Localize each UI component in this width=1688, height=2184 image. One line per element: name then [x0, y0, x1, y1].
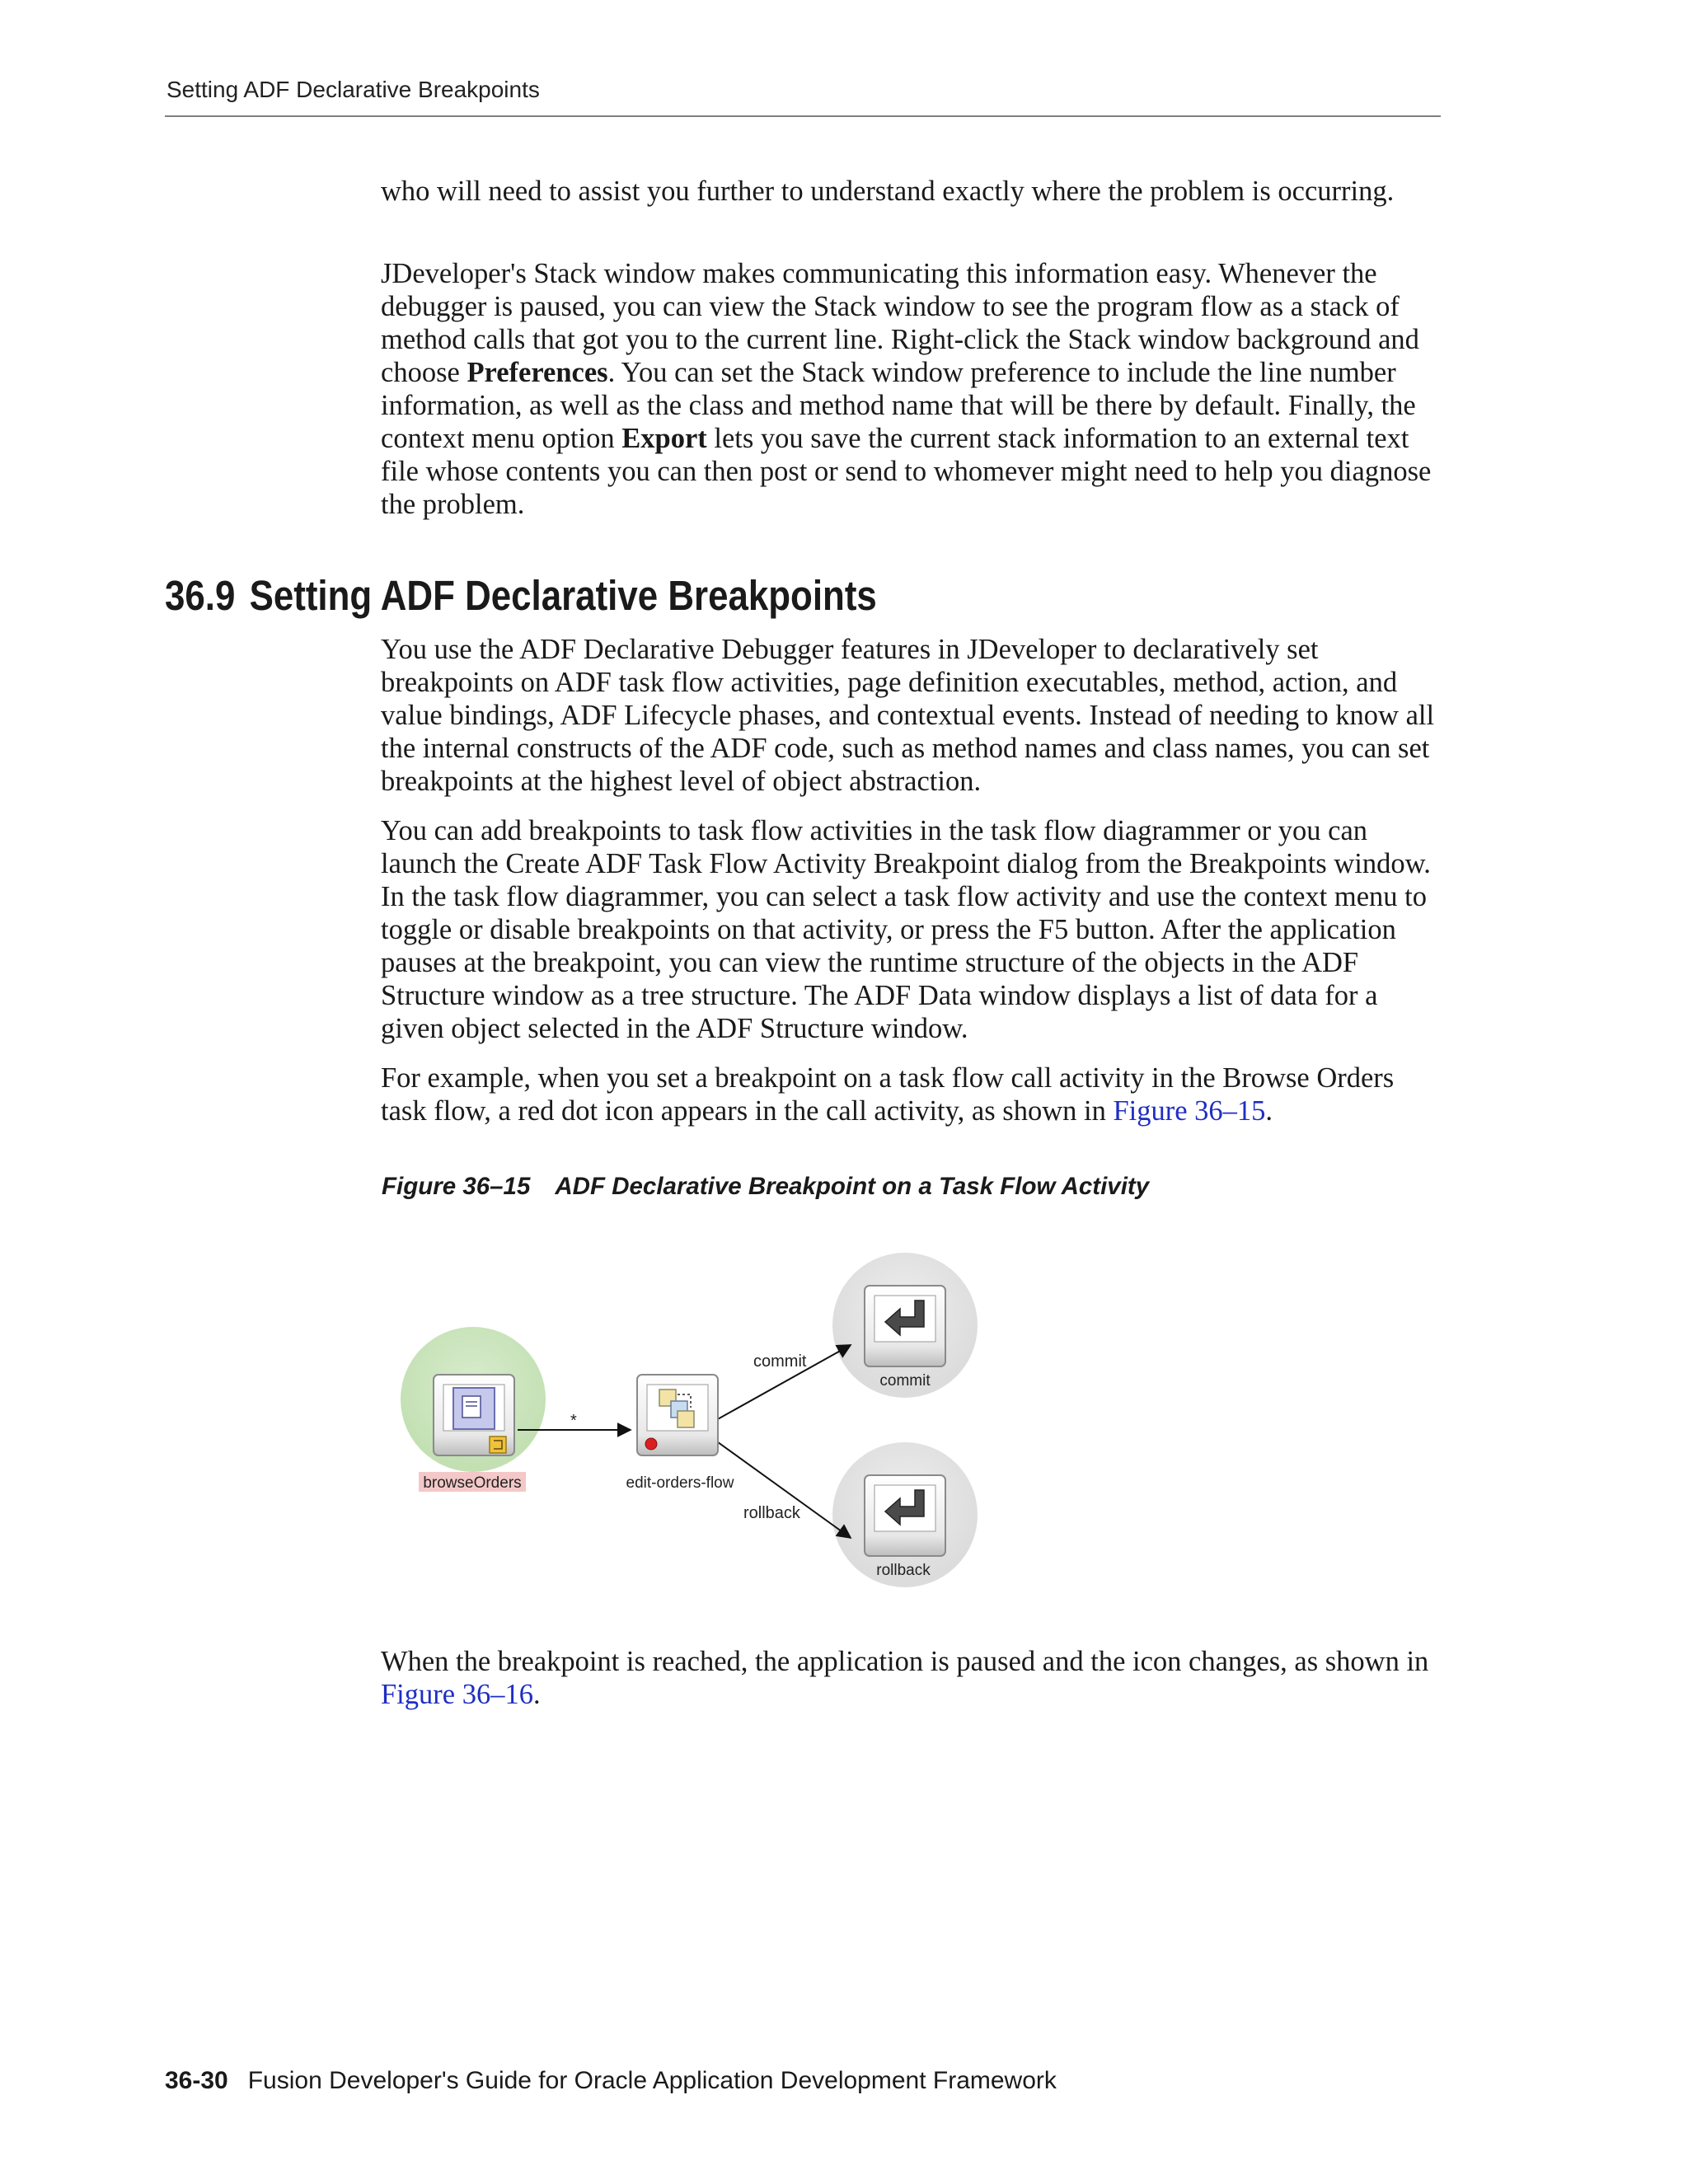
running-header: Setting ADF Declarative Breakpoints	[166, 77, 540, 102]
intro-paragraph-2	[381, 257, 1444, 521]
view-page-icon	[453, 1388, 495, 1429]
rollback-activity[interactable]	[865, 1475, 945, 1556]
intro-para1-text: who will need to assist you further to understand exactly where the problem is occurring.	[381, 176, 1395, 207]
section-para2-text: You can add breakpoints to task flow activities in the task flow diagrammer or you can launch the Create ADF Task Flow Activity Breakpoint dialog from the Breakpoints window. In the task flow diagrammer, you can select a task flow activity and use the context menu to toggle or disable breakpoints on that activity, or press the F5 button. After the application pauses at the breakpoint, you can view the runtime structure of the objects in the ADF Structure window as a tree structure. The ADF Data window displays a list of data for a given object selected in the ADF Structure window.	[381, 815, 1431, 1044]
figure-title: ADF Declarative Breakpoint on a Task Flow Activity	[555, 1173, 1150, 1200]
browse-orders-label: browseOrders	[423, 1474, 522, 1492]
header-rule	[165, 115, 1441, 117]
page-number: 36-30	[165, 2067, 228, 2094]
section-title: Setting ADF Declarative Breakpoints	[249, 572, 877, 619]
edit-orders-flow-label: edit-orders-flow	[626, 1474, 734, 1492]
wildcard-edge-label: *	[570, 1412, 577, 1430]
section-para1-text: You use the ADF Declarative Debugger features in JDeveloper to declaratively set breakpoints on ADF task flow activities, page definition executables, method, action, and value bindings, ADF Lifecycle phases, and contextual events. Instead of needing to know all the internal constructs of the ADF code, such as method names and class names, you can set breakpoints at the highest level of object abstraction.	[381, 634, 1435, 797]
intro-paragraph-1	[381, 175, 1444, 208]
default-activity-marker-icon	[490, 1436, 506, 1453]
export-term: Export	[621, 423, 707, 454]
section-paragraph-1	[381, 633, 1444, 798]
commit-activity[interactable]	[865, 1286, 945, 1366]
preferences-term: Preferences	[467, 357, 608, 388]
intro-para2-text-c: lets you save the current stack information to an external text file whose contents you can then post or send to whomever might need to help you diagnose the problem.	[381, 423, 1432, 520]
section-paragraph-2	[381, 814, 1444, 1045]
figure-caption	[382, 1173, 1149, 1201]
commit-edge-label: commit	[753, 1352, 807, 1371]
breakpoint-dot-icon[interactable]	[645, 1438, 657, 1450]
rollback-edge-label: rollback	[743, 1504, 800, 1522]
running-footer	[165, 2067, 1057, 2095]
commit-activity-label: commit	[879, 1372, 931, 1390]
section-heading	[165, 571, 877, 620]
figure-36-15-link[interactable]: Figure 36–15	[1113, 1095, 1266, 1127]
figure-number: Figure 36–15	[382, 1173, 531, 1200]
section-paragraph-3: For example, when you set a breakpoint on a task flow call activity in the Browse Orders task flow, a red dot icon appears in the call activity, as shown in Figure 36–15.	[381, 1062, 1395, 1127]
section-para4-text: When the breakpoint is reached, the application is paused and the icon changes, as shown in	[381, 1646, 1429, 1677]
book-title: Fusion Developer's Guide for Oracle Application Development Framework	[247, 2067, 1057, 2094]
figure-36-16-link[interactable]: Figure 36–16	[381, 1679, 533, 1710]
task-flow-diagram	[387, 1220, 1294, 1615]
rollback-activity-label: rollback	[876, 1562, 931, 1579]
section-paragraph-4: When the breakpoint is reached, the application is paused and the icon changes, as shown in Figure 36–16.	[381, 1646, 1429, 1710]
section-para3-text: For example, when you set a breakpoint on a task flow call activity in the Browse Orders task flow, a red dot icon appears in the call activity, as shown in	[381, 1062, 1395, 1127]
section-number: 36.9	[165, 572, 236, 619]
intro-para2-text-b: . You can set the Stack window preference to include the line number information, as well as the class and method name that will be there by default. Finally, the context menu option	[381, 357, 1416, 454]
edit-orders-flow-activity[interactable]	[637, 1375, 718, 1455]
browse-orders-activity[interactable]	[434, 1375, 514, 1455]
task-flow-diagram-svg	[387, 1220, 1294, 1615]
intro-para2-text-a: JDeveloper's Stack window makes communicating this information easy. Whenever the debugger is paused, you can view the Stack window to see the program flow as a stack of method calls that got you to the current line. Right-click the Stack window background and choose	[381, 258, 1419, 388]
